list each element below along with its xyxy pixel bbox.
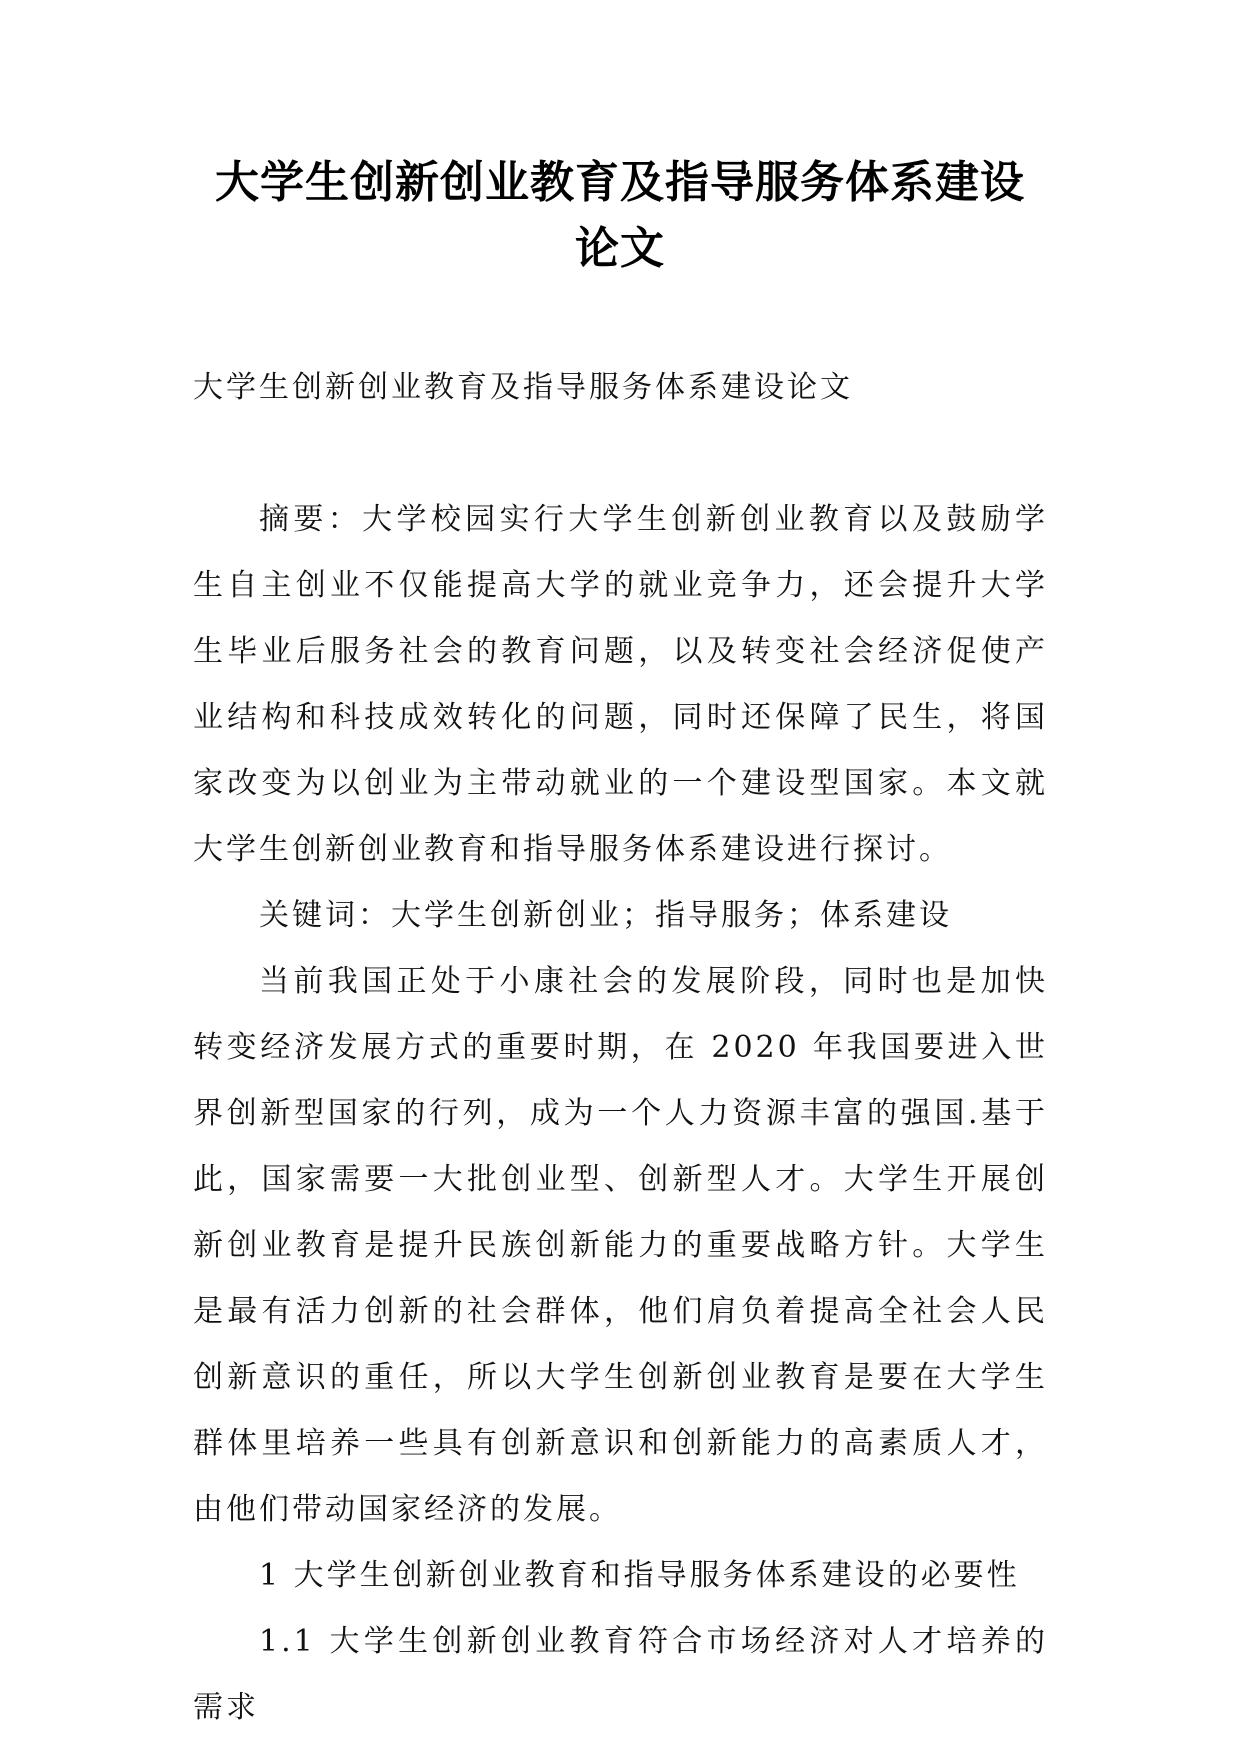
section-heading-1-1: 1.1 大学生创新创业教育符合市场经济对人才培养的需求 [193, 1624, 1048, 1725]
document-title [140, 150, 1100, 282]
keywords-paragraph: 关键词：大学生创新创业；指导服务；体系建设 [259, 898, 952, 933]
section-heading-1: 1 大学生创新创业教育和指导服务体系建设的必要性 [259, 1558, 1020, 1593]
title-line-2: 论文 [575, 223, 665, 274]
document-body [193, 355, 1048, 1741]
title-line-1: 大学生创新创业教育及指导服务体系建设 [215, 157, 1025, 208]
abstract-paragraph: 摘要：大学校园实行大学生创新创业教育以及鼓励学生自主创业不仅能提高大学的就业竞争力，还会提升大学生毕业后服务社会的教育问题，以及转变社会经济促使产业结构和科技成效转化的问题，同时还保障了民生，将国家改变为以创业为主带动就业的一个建设型国家。本文就大学生创新创业教育和指导服务体系建设进行探讨。 [193, 502, 1048, 867]
intro-paragraph: 当前我国正处于小康社会的发展阶段，同时也是加快转变经济发展方式的重要时期，在 2020 年我国要进入世界创新型国家的行列，成为一个人力资源丰富的强国.基于此，国家需要一大批创业型、创新型人才。大学生开展创新创业教育是提升民族创新能力的重要战略方针。大学生是最有活力创新的社会群体，他们肩负着提高全社会人民创新意识的重任，所以大学生创新创业教育是要在大学生群体里培养一些具有创新意识和创新能力的高素质人才，由他们带动国家经济的发展。 [193, 964, 1048, 1527]
document-subtitle: 大学生创新创业教育及指导服务体系建设论文 [193, 370, 853, 405]
